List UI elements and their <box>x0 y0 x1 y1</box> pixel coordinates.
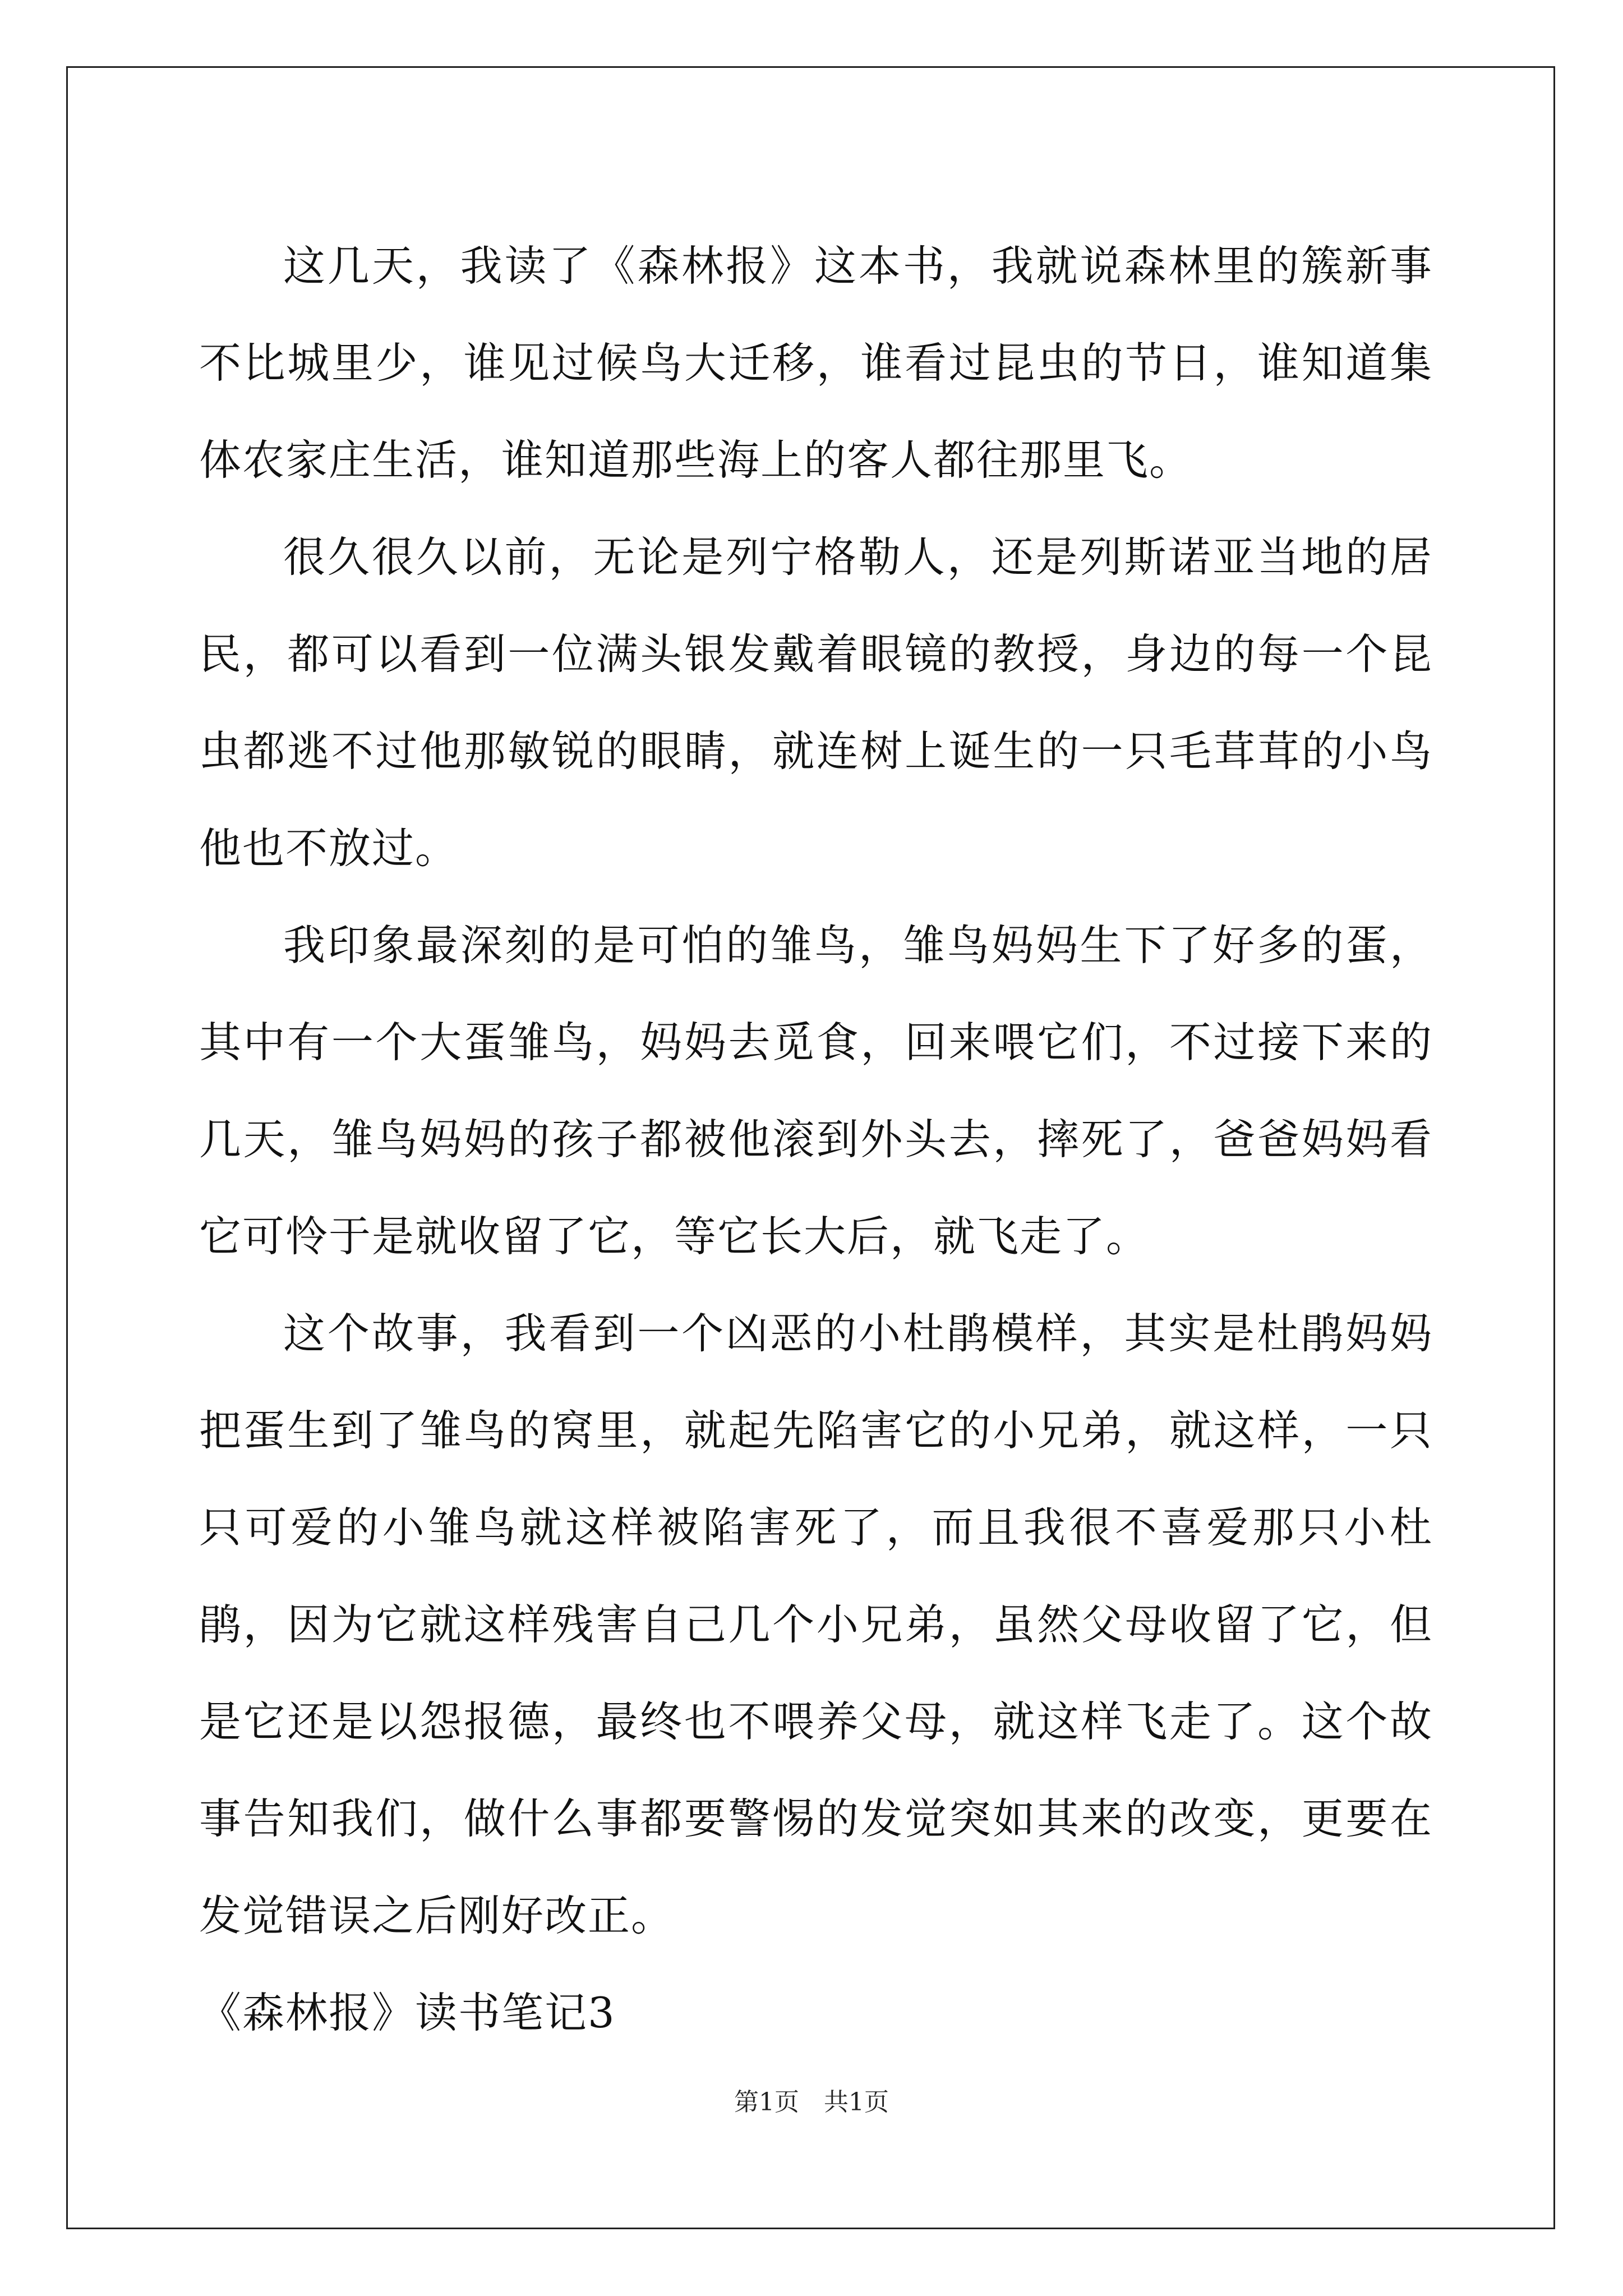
document-body <box>199 218 1433 2062</box>
paragraph-3: 我印象最深刻的是可怕的雏鸟，雏鸟妈妈生下了好多的蛋，其中有一个大蛋雏鸟，妈妈去觅食，回来喂它们，不过接下来的几天，雏鸟妈妈的孩子都被他滚到外头去，摔死了，爸爸妈妈看它可怜于是就收留了它，等它长大后，就飞走了。 <box>199 921 1433 1261</box>
paragraph-1: 这几天，我读了《森林报》这本书，我就说森林里的簇新事不比城里少，谁见过候鸟大迁移，谁看过昆虫的节日，谁知道集体农家庄生活，谁知道那些海上的客人都往那里飞。 <box>199 241 1433 485</box>
paragraph-4: 这个故事，我看到一个凶恶的小杜鹃模样，其实是杜鹃妈妈把蛋生到了雏鸟的窝里，就起先陷害它的小兄弟，就这样，一只只可爱的小雏鸟就这样被陷害死了，而且我很不喜爱那只小杜鹃，因为它就这样残害自己几个小兄弟，虽然父母收留了它，但是它还是以怨报德，最终也不喂养父母，就这样飞走了。这个故事告知我们，做什么事都要警惕的发觉突如其来的改变，更要在发觉错误之后刚好改正。 <box>199 1309 1433 1940</box>
page-footer: 第1页 共1页 <box>734 2088 889 2116</box>
section-title: 《森林报》读书笔记3 <box>199 1988 616 2037</box>
paragraph-2: 很久很久以前，无论是列宁格勒人，还是列斯诺亚当地的居民，都可以看到一位满头银发戴着眼镜的教授，身边的每一个昆虫都逃不过他那敏锐的眼睛，就连树上诞生的一只毛茸茸的小鸟他也不放过。 <box>199 532 1433 873</box>
